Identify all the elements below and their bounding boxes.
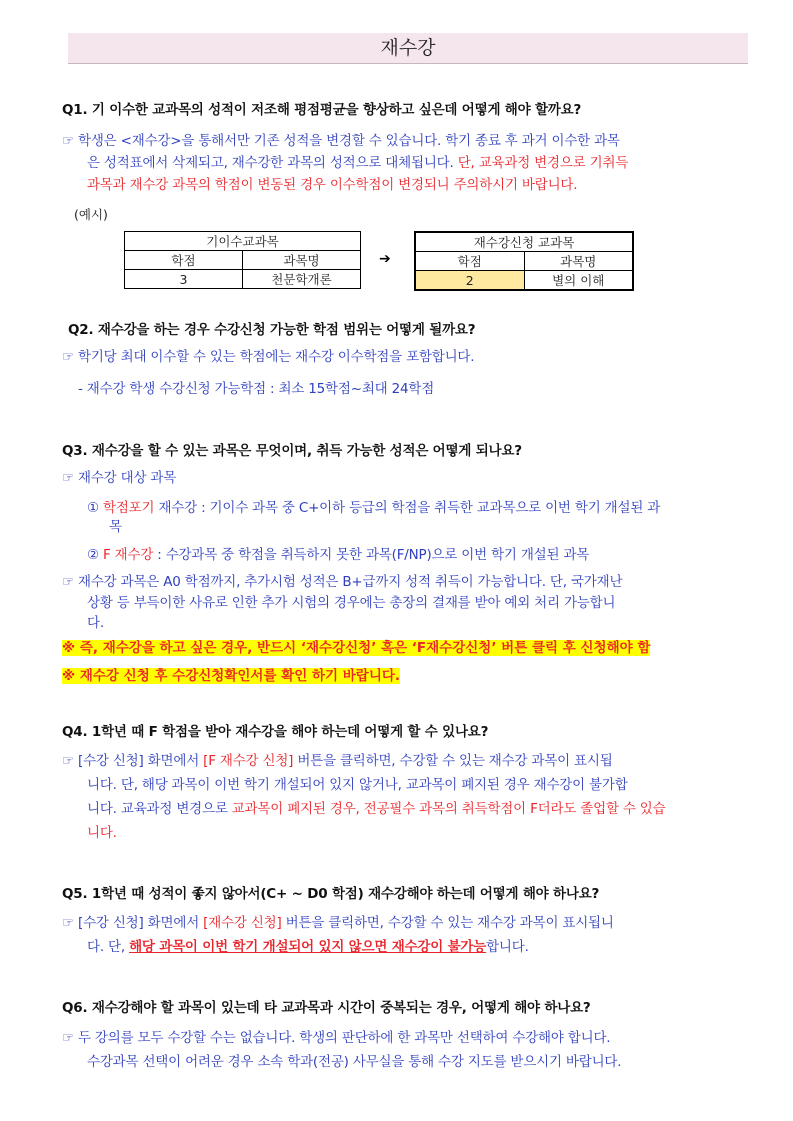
retake-item-1 [87, 498, 660, 519]
answer-5-text: 다. 단, [87, 939, 130, 955]
answer-2-text: 학기당 최대 이수할 수 있는 학점에는 재수강 이수학점을 포함합니다. [78, 349, 475, 365]
example-label: (예시) [74, 207, 108, 222]
table-col-credit: 학점 [415, 252, 524, 271]
page-title: 재수강 [68, 33, 748, 64]
arrow-right-icon: ➔ [379, 251, 391, 267]
table-col-course: 과목명 [524, 252, 633, 271]
pointing-hand-icon: ☞ [62, 133, 74, 149]
notice-check-confirmation [62, 666, 400, 687]
question-1: Q1. 기 이수한 교과목의 성적이 저조해 평점평균을 향상하고 싶은데 어떻게 해야 할까요? [62, 102, 582, 118]
answer-4-line-4: 니다. [87, 825, 117, 841]
item-number: ① [87, 500, 99, 516]
answer-1-line-2-warning: 단, 교육과정 변경으로 기취득 [453, 155, 629, 171]
pointing-hand-icon: ☞ [62, 349, 74, 365]
answer-6-text: 두 강의를 모두 수강할 수는 없습니다. 학생의 판단하에 한 과목만 선택하여 수강해야 합니다. [78, 1030, 611, 1046]
answer-5-text: 버튼을 클릭하면, 수강할 수 있는 재수강 과목이 표시됩니 [281, 915, 614, 931]
retake-button-label: [재수강 신청] [203, 915, 282, 931]
answer-5-line-1 [62, 912, 614, 934]
question-5: Q5. 1학년 때 성적이 좋지 않아서(C+ ~ D0 학점) 재수강해야 하는데 어떻게 해야 하나요? [62, 886, 600, 902]
item-text: : 수강과목 중 학점을 취득하지 못한 과목(F/NP)으로 이번 학기 개설된 과목 [153, 547, 590, 563]
answer-5-text: [수강 신청] 화면에서 [78, 915, 204, 931]
grade-info-line-1 [62, 572, 622, 593]
answer-2 [62, 346, 474, 368]
question-6: Q6. 재수강해야 할 과목이 있는데 타 교과목과 시간이 중복되는 경우, 어떻게 해야 하나요? [62, 1000, 591, 1016]
table-header: 재수강신청 교과목 [415, 232, 633, 252]
answer-1 [62, 130, 620, 152]
notice-text: ※ 재수강 신청 후 수강신청확인서를 확인 하기 바랍니다. [62, 668, 401, 684]
pointing-hand-icon: ☞ [62, 753, 74, 769]
pointing-hand-icon: ☞ [62, 470, 74, 486]
retake-item-1-wrap: 목 [109, 519, 122, 535]
item-text: 재수강 : 기이수 과목 중 C+이하 등급의 학점을 취득한 교과목으로 이번 학기 개설된 과 [154, 500, 661, 516]
answer-5-line-2 [87, 936, 529, 958]
item-keyword: F 재수강 [103, 547, 154, 563]
table-cell-course: 천문학개론 [243, 270, 361, 289]
table-cell-course: 별의 이해 [524, 271, 633, 291]
answer-1-line-3: 과목과 재수강 과목의 학점이 변동된 경우 이수학점이 변경되니 주의하시기 바랍니다. [87, 177, 578, 193]
answer-4-text: 니다. 교육과정 변경으로 [87, 801, 232, 817]
retake-course-table [414, 231, 634, 291]
answer-1-line-2 [87, 152, 628, 174]
answer-4-text: [수강 신청] 화면에서 [78, 753, 204, 769]
grade-info-line-2: 상황 등 부득이한 사유로 인한 추가 시험의 경우에는 총장의 결재를 받아 예외 처리 가능합니 [87, 595, 616, 611]
table-header: 기이수교과목 [125, 232, 361, 251]
table-col-credit: 학점 [125, 251, 243, 270]
pointing-hand-icon: ☞ [62, 915, 74, 931]
table-cell-credit: 3 [125, 270, 243, 289]
answer-3-target [62, 467, 176, 489]
notice-retake-apply [62, 638, 650, 659]
answer-1-line-2-text: 은 성적표에서 삭제되고, 재수강한 과목의 성적으로 대체됩니다. [87, 155, 454, 171]
table-col-course: 과목명 [243, 251, 361, 270]
answer-4-line-2: 니다. 단, 해당 과목이 이번 학기 개설되어 있지 않거나, 교과목이 폐지된 경우 재수강이 불가합 [87, 777, 628, 793]
answer-4-line-3 [87, 798, 666, 820]
answer-5-warning: 해당 과목이 이번 학기 개설되어 있지 않으면 재수강이 불가능 [129, 939, 487, 955]
answer-4-line-1 [62, 750, 613, 772]
pointing-hand-icon: ☞ [62, 1030, 74, 1046]
pointing-hand-icon: ☞ [62, 574, 74, 590]
answer-1-line-1: 학생은 <재수강>을 통해서만 기존 성적을 변경할 수 있습니다. 학기 종료 후 과거 이수한 과목 [78, 133, 620, 149]
question-4: Q4. 1학년 때 F 학점을 받아 재수강을 해야 하는데 어떻게 할 수 있나요? [62, 724, 489, 740]
notice-text: ※ 즉, 재수강을 하고 싶은 경우, 반드시 ‘재수강신청’ 혹은 ‘F재수강신청’ 버튼 클릭 후 신청해야 함 [62, 640, 651, 656]
retake-item-2 [87, 545, 589, 566]
f-retake-button-label: [F 재수강 신청] [203, 753, 294, 769]
answer-3-target-text: 재수강 대상 과목 [78, 470, 177, 486]
table-cell-credit: 2 [415, 271, 524, 291]
grade-info-text: 재수강 과목은 A0 학점까지, 추가시험 성적은 B+급까지 성적 취득이 가능합니다. 단, 국가재난 [78, 574, 623, 590]
answer-4-text: 버튼을 클릭하면, 수강할 수 있는 재수강 과목이 표시됩 [293, 753, 613, 769]
answer-6-line-2: 수강과목 선택이 어려운 경우 소속 학과(전공) 사무실을 통해 수강 지도를 받으시기 바랍니다. [87, 1054, 622, 1070]
previous-course-table [124, 231, 361, 289]
item-keyword: 학점포기 [103, 500, 155, 516]
question-2: Q2. 재수강을 하는 경우 수강신청 가능한 학점 범위는 어떻게 될까요? [68, 322, 476, 338]
grade-info-line-3: 다. [87, 615, 104, 631]
answer-4-warning: 교과목이 폐지된 경우, 전공필수 과목의 취득학점이 F더라도 졸업할 수 있습 [231, 801, 666, 817]
question-3: Q3. 재수강을 할 수 있는 과목은 무엇이며, 취득 가능한 성적은 어떻게 되나요? [62, 443, 522, 459]
item-number: ② [87, 547, 99, 563]
answer-2-sub: - 재수강 학생 수강신청 가능학점 : 최소 15학점~최대 24학점 [78, 381, 435, 397]
answer-5-text: 합니다. [486, 939, 529, 955]
answer-6-line-1 [62, 1027, 610, 1049]
